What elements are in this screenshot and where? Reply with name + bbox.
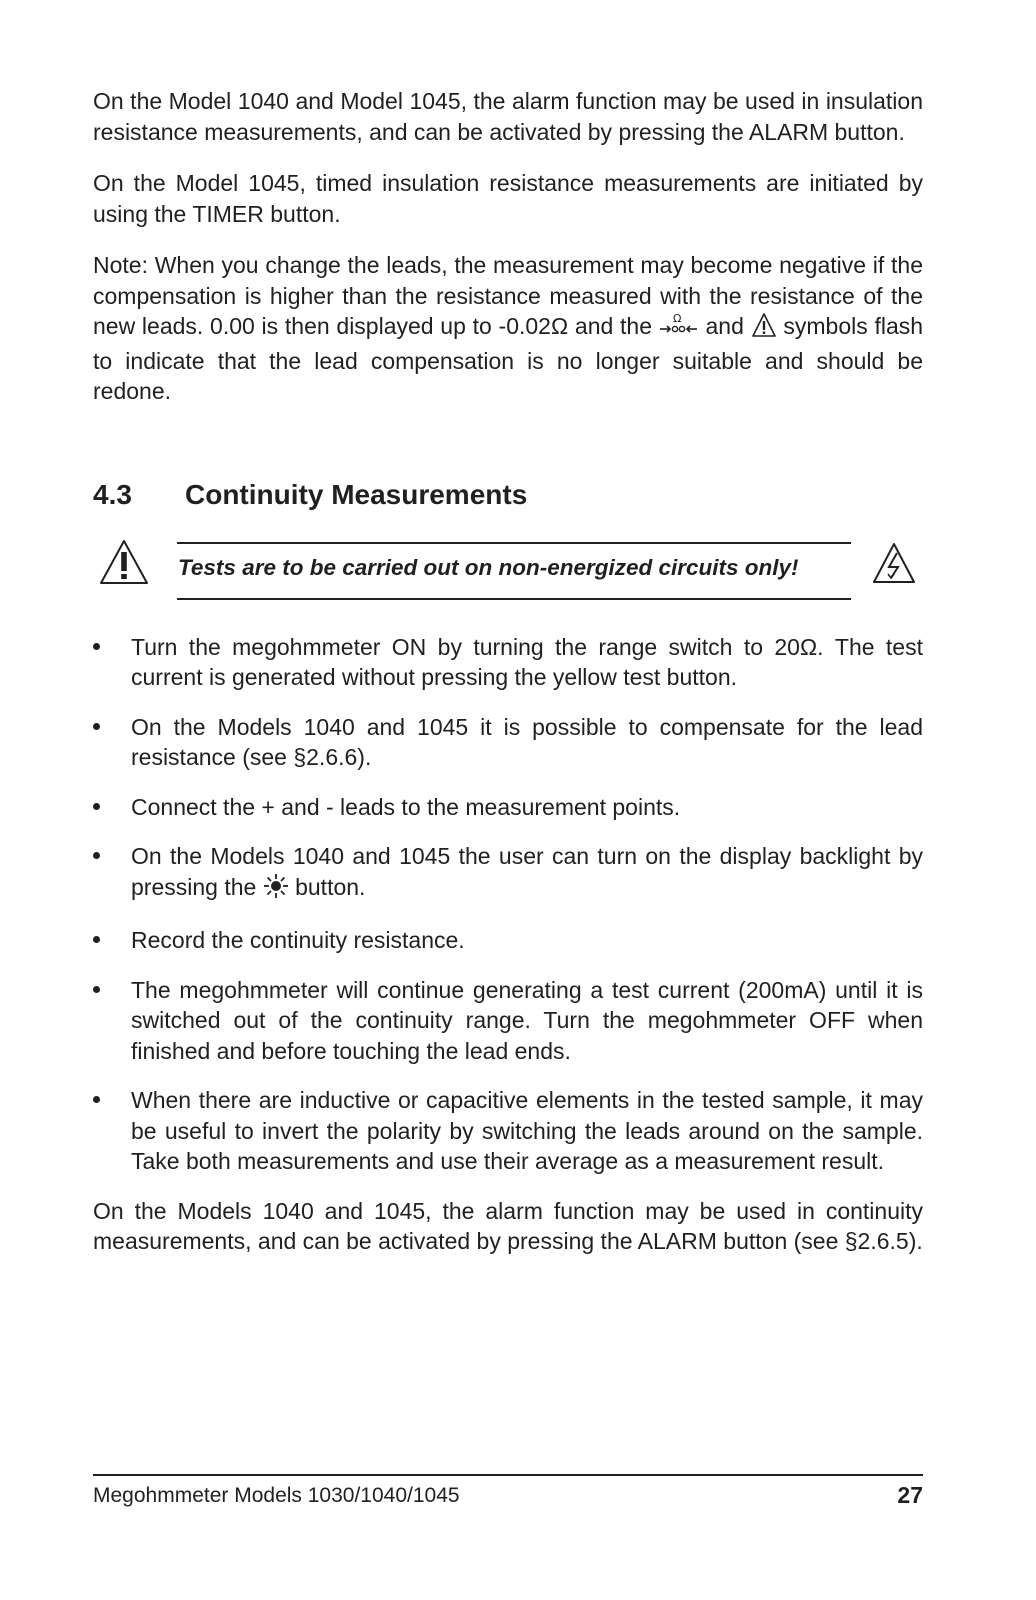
bullet-icon [93, 986, 100, 993]
list-item-text: The megohmmeter will continue generating a test current (200mA) until it is switched out of the continuity range. Turn the megohmmeter OFF when finished and before touching the lead ends. [131, 976, 923, 1064]
section-number: 4.3 [93, 478, 132, 510]
bullet-icon [93, 803, 100, 810]
list-item-text: Turn the megohmmeter ON by turning the range switch to 20Ω. The test current is generated without pressing the yellow test button. [131, 633, 923, 690]
page-content [93, 86, 923, 1278]
warning-triangle-icon [98, 538, 150, 591]
note-paragraph [93, 250, 923, 407]
list-item [93, 792, 923, 823]
lead-symbol-omega: Ω [672, 312, 682, 325]
lead-compensation-icon [659, 312, 699, 346]
warning-rule-top [177, 542, 851, 544]
bullet-icon [93, 1096, 100, 1103]
warning-rule-bottom [177, 598, 851, 600]
page-number: 27 [897, 1482, 923, 1508]
note-and: and [705, 313, 744, 339]
bullet-icon [93, 723, 100, 730]
list-item [93, 632, 923, 693]
list-item-text-after: button. [295, 873, 366, 900]
list-item-text: Connect the + and - leads to the measurement points. [131, 793, 681, 820]
backlight-sun-icon [263, 873, 289, 907]
high-voltage-icon [871, 541, 917, 590]
list-item [93, 975, 923, 1067]
list-item-text: On the Models 1040 and 1045 it is possible to compensate for the lead resistance (see §2.6.6). [131, 713, 923, 770]
warning-banner [93, 537, 923, 601]
note-text: Note: When you change the leads, the measurement may become negative if the compensation is higher than the resistance measured with the resistance of the new leads. 0.00 is then displayed up to -0.02Ω and the [93, 252, 923, 339]
footer-rule [93, 1474, 923, 1476]
warning-triangle-small-icon [751, 312, 777, 346]
bullet-icon [93, 936, 100, 943]
section-heading [93, 478, 923, 512]
note-tail: symbols flash to indicate that the lead compensation is no longer suitable and should be redone. [93, 313, 924, 404]
bullet-icon [93, 643, 100, 650]
section-title: Continuity Measurements [185, 478, 528, 510]
closing-paragraph: On the Models 1040 and 1045, the alarm function may be used in continuity measurements, and can be activated by pressing the ALARM button (see §2.6.5). [93, 1197, 923, 1254]
list-item-text: When there are inductive or capacitive elements in the tested sample, it may be useful to invert the polarity by switching the leads around on the sample. Take both measurements and use their average as a measurement result. [131, 1087, 923, 1174]
list-item-text: On the Models 1040 and 1045 the user can turn on the display backlight by pressing the [131, 843, 923, 900]
warning-text: Tests are to be carried out on non-energized circuits only! [178, 554, 799, 580]
procedure-list [93, 632, 923, 1177]
list-item [93, 712, 923, 773]
list-item [93, 925, 923, 956]
footer-title: Megohmmeter Models 1030/1040/1045 [93, 1484, 460, 1507]
bullet-icon [93, 852, 100, 859]
list-item-text: Record the continuity resistance. [131, 927, 465, 953]
list-item [93, 1085, 923, 1177]
timer-paragraph: On the Model 1045, timed insulation resistance measurements are initiated by using the TIMER button. [93, 170, 923, 227]
list-item [93, 841, 923, 906]
alarm-paragraph: On the Model 1040 and Model 1045, the alarm function may be used in insulation resistance measurements, and can be activated by pressing the ALARM button. [93, 88, 923, 145]
